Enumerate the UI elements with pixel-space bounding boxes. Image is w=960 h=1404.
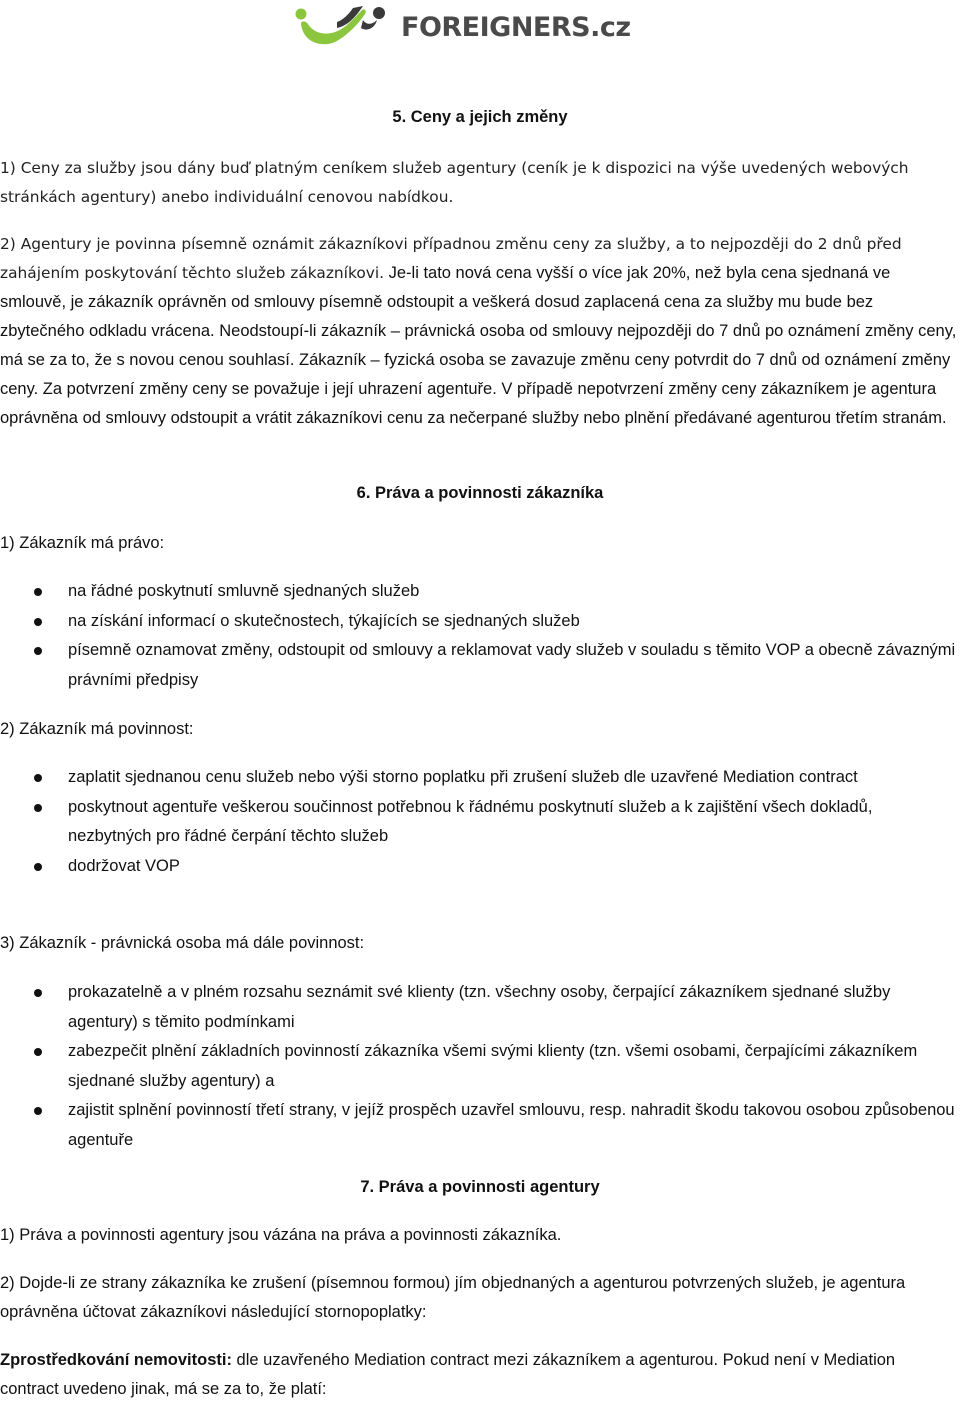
section-5-paragraph-2a: 2) Agentury je povinna písemně oznámit zákazníkovi případnou změnu ceny za služby, a to nejpozději do 2 dnů před zahájením poskytování těchto služeb zákazníkovi.	[0, 235, 902, 282]
rights-list	[0, 577, 958, 695]
bullet-icon	[34, 804, 42, 812]
section-7-paragraph-3	[0, 1346, 958, 1404]
bullet-icon	[34, 1048, 42, 1056]
bullet-icon	[34, 647, 42, 655]
bullet-icon	[34, 989, 42, 997]
bullet-icon	[34, 1107, 42, 1115]
list-item: zajistit splnění povinností třetí strany, v jejíž prospěch uzavřel smlouvu, resp. nahradit škodu takovou osobou způsobenou agentuře	[0, 1096, 958, 1155]
list-item: prokazatelně a v plném rozsahu seznámit své klienty (tzn. všechny osoby, čerpající zákazníkem sjednané služby agentury) s těmito podmínkami	[0, 978, 958, 1037]
property-mediation-label: Zprostředkování nemovitosti:	[0, 1351, 232, 1369]
bullet-icon	[34, 863, 42, 871]
section-5-paragraph-2b: Je-li tato nová cena vyšší o více jak 20%, než byla cena sjednaná ve smlouvě, je zákazník oprávněn od smlouvy písemně odstoupit a veškerá dosud zaplacená cena za služby mu bude bez zbytečného odkladu vrácena. Neodstoupí-li zákazník – právnická osoba od smlouvy nejpozději do 7 dnů po oznámení změny ceny, má se za to, že s novou cenou souhlasí. Zákazník – fyzická osoba se zavazuje změnu ceny potvrdit do 7 dnů od oznámení změny ceny. Za potvrzení změny ceny se považuje i její uhrazení agentuře. V případě nepotvrzení změny ceny zákazníkem je agentura oprávněna od smlouvy odstoupit a vrátit zákazníkovi cenu za nečerpané služby nebo plnění předávané agenturou třetím stranám.	[0, 264, 957, 427]
property-mediation-text: dle uzavřeného Mediation contract mezi zákazníkem a agenturou. Pokud není v Mediation contract uvedeno jinak, má se za to, že platí:	[0, 1351, 896, 1399]
duties-list	[0, 763, 958, 881]
list-item: poskytnout agentuře veškerou součinnost potřebnou k řádnému poskytnutí služeb a k zajištění všech dokladů, nezbytných pro řádné čerpání těchto služeb	[0, 793, 958, 852]
legal-person-list	[0, 978, 958, 1155]
section-5-paragraph-2	[0, 230, 958, 433]
logo-text: FOREIGNERS.cz	[401, 11, 631, 43]
legal-person-label: 3) Zákazník - právnická osoba má dále povinnost:	[0, 934, 365, 952]
list-item: na řádné poskytnutí smluvně sjednaných služeb	[0, 577, 958, 607]
section-5-paragraph-1: 1) Ceny za služby jsou dány buď platným ceníkem služeb agentury (ceník je k dispozici na výše uvedených webových stránkách agentury) anebo individuální cenovou nabídkou.	[0, 159, 909, 207]
section-7-heading: 7. Práva a povinnosti agentury	[360, 1178, 600, 1196]
section-5-heading: 5. Ceny a jejich změny	[392, 108, 568, 126]
section-7-paragraph-2: 2) Dojde-li ze strany zákazníka ke zrušení (písemnou formou) jím objednaných a agenturou potvrzených služeb, je agentura oprávněna účtovat zákazníkovi následující stornopoplatky:	[0, 1274, 906, 1322]
bullet-icon	[34, 774, 42, 782]
list-item: na získání informací o skutečnostech, týkajících se sjednaných služeb	[0, 607, 958, 637]
section-7-paragraph-1: 1) Práva a povinnosti agentury jsou vázána na práva a povinnosti zákazníka.	[0, 1226, 562, 1244]
rights-label: 1) Zákazník má právo:	[0, 534, 165, 552]
bullet-icon	[34, 588, 42, 596]
section-6-heading: 6. Práva a povinnosti zákazníka	[356, 484, 604, 502]
list-item: zaplatit sjednanou cenu služeb nebo výši storno poplatku při zrušení služeb dle uzavřené Mediation contract	[0, 763, 958, 793]
list-item: písemně oznamovat změny, odstoupit od smlouvy a reklamovat vady služeb v souladu s těmito VOP a obecně závaznými právními předpisy	[0, 636, 958, 695]
list-item: zabezpečit plnění základních povinností zákazníka všemi svými klienty (tzn. všemi osobami, čerpajícími zákazníkem sjednané služby agentury) a	[0, 1037, 958, 1096]
list-item: dodržovat VOP	[0, 852, 958, 882]
bullet-icon	[34, 618, 42, 626]
duties-label: 2) Zákazník má povinnost:	[0, 720, 194, 738]
logo-mark-icon	[293, 2, 393, 50]
brand-logo	[293, 2, 631, 50]
